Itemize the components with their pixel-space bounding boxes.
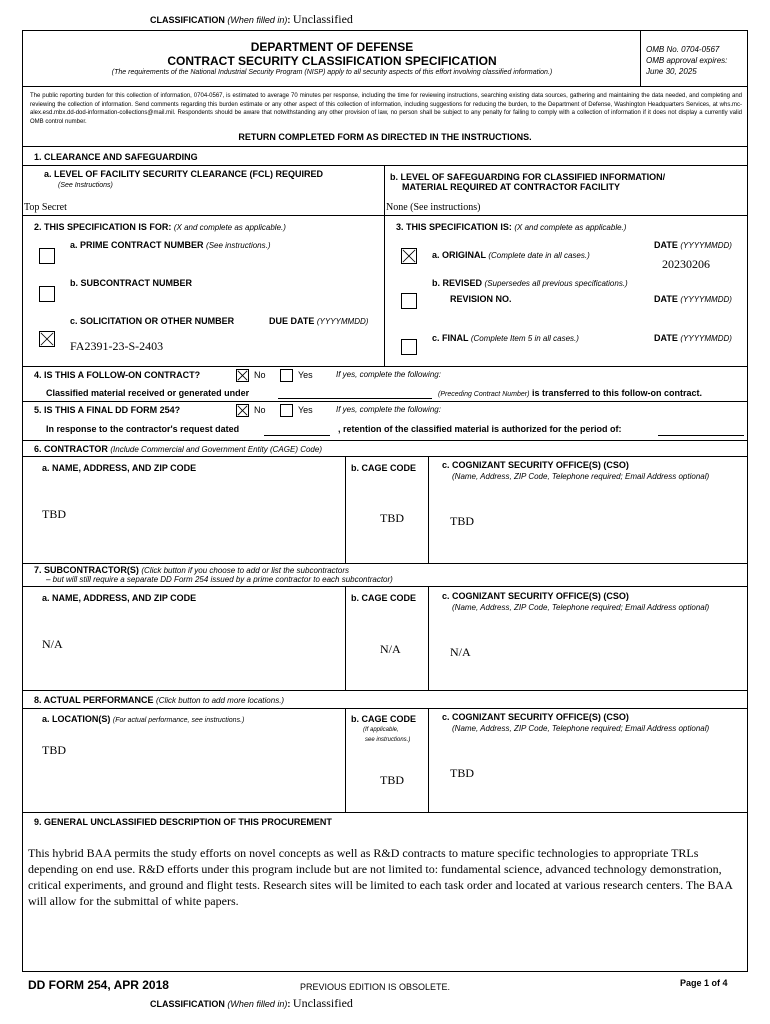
s1-b-label2: MATERIAL REQUIRED AT CONTRACTOR FACILITY xyxy=(402,182,620,192)
s2-b-label: b. SUBCONTRACT NUMBER xyxy=(70,278,192,288)
dept-title: DEPARTMENT OF DEFENSE xyxy=(250,40,414,54)
final254-no-checkbox[interactable] xyxy=(236,404,249,417)
s2-due-label xyxy=(269,316,368,326)
s8-a-label-text: a. LOCATION(S) xyxy=(42,714,111,724)
s4-line1: Classified material received or generated under xyxy=(46,388,250,398)
s3-b-label xyxy=(432,278,628,288)
burden-statement: The public reporting burden for this collection of information, 0704-0567, is estimated to average 70 minutes per response, including the time for reviewing instructions, searching existing data sources, gathering and maintaining the data needed, and completing and reviewing the collection of information. Send comments regarding this burden estimate or any other aspect of this collection of information, including suggestions for reducing the burden, to the Department of Defense, Washington Headquarters Services, at whs.mc-alex.esd.mbx.dd-dod-information-collections@mail.mil. Respondents should be aware that notwithstanding any other provision of law, no person shall be subject to any penalty for failing to comply with a collection of information if it does not display a currently valid OMB control number. xyxy=(30,93,742,125)
omb-number: OMB No. 0704-0567 xyxy=(646,45,720,54)
s7-c-label: c. COGNIZANT SECURITY OFFICE(S) (CSO) xyxy=(442,591,629,601)
s3-b-hint: (Supersedes all previous specifications.) xyxy=(484,279,628,288)
s7-a-label: a. NAME, ADDRESS, AND ZIP CODE xyxy=(42,593,197,603)
s6-c-hint: (Name, Address, ZIP Code, Telephone required; Email Address optional) xyxy=(452,472,710,481)
classification-label: CLASSIFICATION xyxy=(150,15,225,25)
classification-top xyxy=(150,12,353,27)
safeguarding-level-value[interactable]: None (See instructions) xyxy=(386,202,481,213)
s8-hint: (Click button to add more locations.) xyxy=(156,696,285,705)
s5-retention: , retention of the classified material is authorized for the period of: xyxy=(338,424,622,434)
s8-title-text: 8. ACTUAL PERFORMANCE xyxy=(34,695,154,705)
s4-transferred: is transferred to this follow-on contract. xyxy=(531,388,702,398)
s4-transfer-text xyxy=(438,388,702,398)
omb-date: June 30, 2025 xyxy=(646,67,697,76)
final-checkbox[interactable] xyxy=(401,339,417,355)
form-subtitle: (The requirements of the National Industrial Security Program (NISP) apply to all security aspects of this effort involving classified information.) xyxy=(111,69,553,76)
followon-no-label: No xyxy=(254,370,266,380)
preceding-contract-field[interactable] xyxy=(278,398,432,399)
s3-c-hint: (Complete Item 5 in all cases.) xyxy=(470,334,579,343)
s7-b-label: b. CAGE CODE xyxy=(351,593,417,603)
subcontractor-cage-value[interactable]: N/A xyxy=(380,642,401,656)
procurement-description[interactable]: This hybrid BAA permits the study efforts on novel concepts as well as R&D contracts to mature specific technologies to appropriate TRLs depending on end use. R&D efforts under this program include but are not limited to: fundamental science, advanced technology demonstration, critical experiments, and ground and flight tests. Research sites will be limited to each task order and located at various research centers. The BAA will allow for the submittal of white papers. xyxy=(28,846,733,908)
s6-title-text: 6. CONTRACTOR xyxy=(34,444,108,454)
classification-label-bottom: CLASSIFICATION xyxy=(150,999,225,1009)
classification-hint: (When filled in) xyxy=(227,15,288,25)
s2-title xyxy=(34,222,286,232)
s1-a-hint: (See Instructions) xyxy=(58,182,113,189)
classification-value-bottom[interactable]: Unclassified xyxy=(292,996,353,1010)
final254-yes-checkbox[interactable] xyxy=(280,404,293,417)
s2-c-label: c. SOLICITATION OR OTHER NUMBER xyxy=(70,316,235,326)
s7-hint1: (Click button if you choose to add or list the subcontractors xyxy=(141,566,350,575)
s1-b-label1: b. LEVEL OF SAFEGUARDING FOR CLASSIFIED INFORMATION/ xyxy=(390,172,666,182)
s5-line1: In response to the contractor's request dated xyxy=(46,424,240,434)
original-date-value[interactable]: 20230206 xyxy=(662,257,710,271)
s2-due-label-text: DUE DATE xyxy=(269,316,315,326)
subcontractor-cso-value[interactable]: N/A xyxy=(450,645,471,659)
s3-c-label-text: c. FINAL xyxy=(432,333,469,343)
subcontract-checkbox[interactable] xyxy=(39,286,55,302)
s4-if-yes: If yes, complete the following: xyxy=(336,370,441,379)
s6-c-label: c. COGNIZANT SECURITY OFFICE(S) (CSO) xyxy=(442,460,629,470)
x-mark-icon xyxy=(402,249,416,263)
s2-title-hint: (X and complete as applicable.) xyxy=(173,223,286,232)
s1-title: 1. CLEARANCE AND SAFEGUARDING xyxy=(34,152,198,162)
s3-b-date-hint: (YYYYMMDD) xyxy=(680,295,732,304)
final254-yes-label: Yes xyxy=(298,405,313,415)
location-value[interactable]: TBD xyxy=(42,743,66,757)
s9-title: 9. GENERAL UNCLASSIFIED DESCRIPTION OF THIS PROCUREMENT xyxy=(34,817,332,827)
s7-title xyxy=(34,565,349,575)
contractor-name-value[interactable]: TBD xyxy=(42,507,66,521)
s3-c-date-label-text: DATE xyxy=(654,333,678,343)
s6-title xyxy=(34,444,322,454)
location-cso-value[interactable]: TBD xyxy=(450,766,474,780)
classification-colon: : xyxy=(287,15,291,25)
contractor-cage-value[interactable]: TBD xyxy=(380,511,404,525)
solicitation-checkbox[interactable] xyxy=(39,331,55,347)
s2-a-hint: (See instructions.) xyxy=(206,241,271,250)
s3-title-text: 3. THIS SPECIFICATION IS: xyxy=(396,222,512,232)
s2-a-label xyxy=(70,240,271,250)
prime-contract-checkbox[interactable] xyxy=(39,248,55,264)
request-date-field[interactable] xyxy=(264,435,330,436)
s2-due-hint: (YYYYMMDD) xyxy=(316,317,369,326)
x-mark-icon xyxy=(237,370,248,381)
s3-c-date-hint: (YYYYMMDD) xyxy=(680,334,732,343)
contractor-cso-value[interactable]: TBD xyxy=(450,514,474,528)
s3-b-label-text: b. REVISED xyxy=(432,278,483,288)
s3-b-date-label xyxy=(654,294,732,304)
s8-c-hint: (Name, Address, ZIP Code, Telephone required; Email Address optional) xyxy=(452,724,710,733)
original-checkbox[interactable] xyxy=(401,248,417,264)
s3-title-hint: (X and complete as applicable.) xyxy=(514,223,627,232)
s6-b-label: b. CAGE CODE xyxy=(351,463,417,473)
fcl-level-value[interactable]: Top Secret xyxy=(24,202,67,213)
retention-period-field[interactable] xyxy=(658,435,744,436)
form-title: CONTRACT SECURITY CLASSIFICATION SPECIFICATION xyxy=(167,54,497,68)
followon-yes-checkbox[interactable] xyxy=(280,369,293,382)
classification-hint-bottom: (When filled in) xyxy=(227,999,288,1009)
revised-checkbox[interactable] xyxy=(401,293,417,309)
s7-title-text: 7. SUBCONTRACTOR(S) xyxy=(34,565,139,575)
location-cage-value[interactable]: TBD xyxy=(380,773,404,787)
s8-c-label: c. COGNIZANT SECURITY OFFICE(S) (CSO) xyxy=(442,712,629,722)
s6-hint: (Include Commercial and Government Entity (CAGE) Code) xyxy=(110,445,322,454)
s8-b-hint2: see instructions.) xyxy=(365,737,411,743)
s3-title xyxy=(396,222,626,232)
s8-b-label: b. CAGE CODE xyxy=(351,714,417,724)
s6-a-label: a. NAME, ADDRESS, AND ZIP CODE xyxy=(42,463,197,473)
return-instructions: RETURN COMPLETED FORM AS DIRECTED IN THE INSTRUCTIONS. xyxy=(238,132,532,142)
x-mark-icon xyxy=(40,332,54,346)
classification-colon-bottom: : xyxy=(287,999,291,1009)
s7-hint2: – but will still require a separate DD Form 254 issued by a prime contractor to each subcontractor) xyxy=(46,575,393,584)
form-number: DD FORM 254, APR 2018 xyxy=(28,978,169,992)
s8-a-label xyxy=(42,714,244,724)
s4-question: 4. IS THIS A FOLLOW-ON CONTRACT? xyxy=(34,370,201,380)
x-mark-icon xyxy=(237,405,248,416)
followon-no-checkbox[interactable] xyxy=(236,369,249,382)
page-number: Page 1 of 4 xyxy=(680,978,728,988)
s3-a-label xyxy=(432,250,590,260)
s3-a-date-label-text: DATE xyxy=(654,240,678,250)
s8-a-hint: (For actual performance, see instructions.) xyxy=(112,717,245,724)
s8-b-hint1: (If applicable, xyxy=(363,727,399,733)
s3-a-label-text: a. ORIGINAL xyxy=(432,250,486,260)
solicitation-number-value[interactable]: FA2391-23-S-2403 xyxy=(70,339,164,353)
final254-no-label: No xyxy=(254,405,266,415)
s7-c-hint: (Name, Address, ZIP Code, Telephone required; Email Address optional) xyxy=(452,603,710,612)
s3-a-date-label xyxy=(654,240,732,250)
s5-question: 5. IS THIS A FINAL DD FORM 254? xyxy=(34,405,181,415)
followon-yes-label: Yes xyxy=(298,370,313,380)
s4-preceding-hint: (Preceding Contract Number) xyxy=(438,391,530,398)
s5-if-yes: If yes, complete the following: xyxy=(336,405,441,414)
s3-c-label xyxy=(432,333,579,343)
omb-expires: OMB approval expires: xyxy=(646,56,728,65)
classification-value[interactable]: Unclassified xyxy=(292,12,353,26)
s3-a-date-hint: (YYYYMMDD) xyxy=(680,241,732,250)
obsolete-notice: PREVIOUS EDITION IS OBSOLETE. xyxy=(300,982,451,992)
s2-a-label-text: a. PRIME CONTRACT NUMBER xyxy=(70,240,204,250)
s2-title-text: 2. THIS SPECIFICATION IS FOR: xyxy=(34,222,172,232)
classification-bottom xyxy=(150,996,353,1011)
s1-a-label: a. LEVEL OF FACILITY SECURITY CLEARANCE (FCL) REQUIRED xyxy=(44,169,324,179)
s3-b-date-label-text: DATE xyxy=(654,294,678,304)
s3-a-hint: (Complete date in all cases.) xyxy=(488,251,590,260)
s8-title xyxy=(34,695,284,705)
subcontractor-name-value[interactable]: N/A xyxy=(42,637,63,651)
s3-revision-label: REVISION NO. xyxy=(450,294,512,304)
s3-c-date-label xyxy=(654,333,732,343)
